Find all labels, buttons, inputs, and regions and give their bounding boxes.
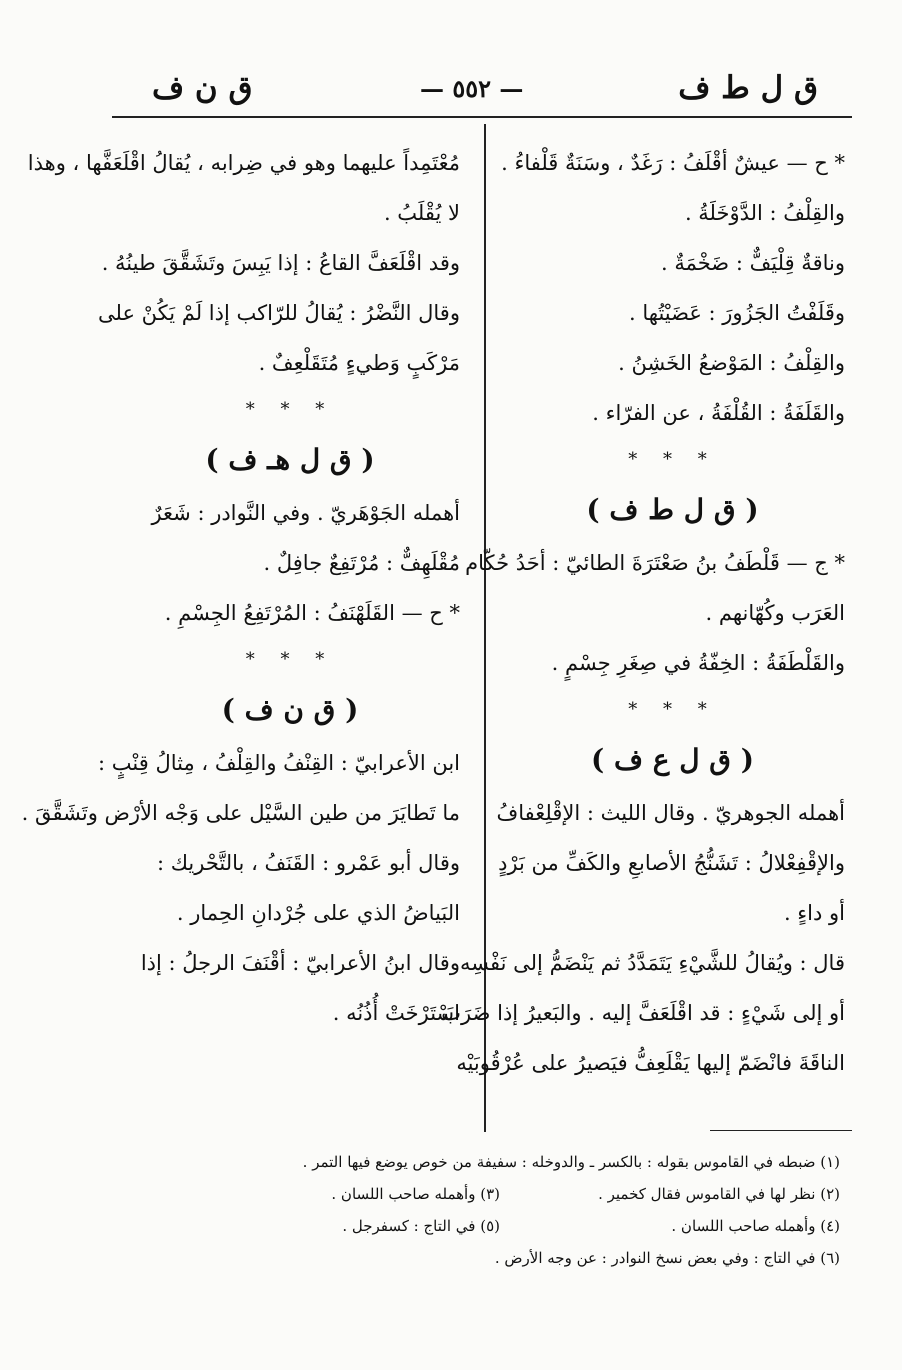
footnote-6: (٦) في التاج : وفي بعض نسخ النوادر : عن وجه الأرض . (494, 1249, 840, 1267)
section-heading: ( ق ل ع ف ) (590, 743, 755, 776)
text-line: والقِلْفُ : الدَّوْخَلَةُ . (684, 201, 845, 225)
text-line: العَرَب وكُهّانهم . (705, 601, 845, 625)
text-line: وقد اقْلَعَفَّ القاعُ : إذا يَبِسَ وتَشَقَّقَ طينُهُ . (101, 251, 460, 275)
text-line: مَرْكَبٍ وَطيءٍ مُتَقَلْعِفٌ . (258, 351, 460, 375)
text-line: اسْتَرْخَتْ أُذُنُه . (332, 1001, 460, 1025)
section-separator: * * * (628, 699, 717, 720)
section-heading: ( ق ل ط ف ) (586, 493, 759, 526)
text-line: لا يُقْلَبُ . (383, 201, 460, 225)
text-line: والإقْفِعْلالُ : تَشَنُّجُ الأصابعِ والكَفِّ من بَرْدٍ (498, 851, 845, 875)
text-line: * ح — عيشٌ أقْلَفُ : رَغَدٌ ، وسَنَةٌ قَلْفاءُ . (501, 151, 845, 175)
text-line: * ج — قَلْطَفُ بنُ صَعْتَرَةَ الطائيّ : أحَدُ حُكّام (465, 551, 845, 575)
text-line: الناقَةَ فانْضَمّ إليها يَقْلَعِفُّ فيَصيرُ على عُرْقُوبَيْه (456, 1051, 845, 1075)
footnote-1: (١) ضبطه في القاموس بقوله : بالكسر ـ والدوخله : سفيفة من خوص يوضع فيها التمر . (302, 1153, 840, 1171)
text-line: ما تَطايَرَ من طين السَّيْل على وَجْه الأرْض وتَشَقَّقَ . (21, 801, 460, 825)
running-head-left: ق ن ف (152, 70, 253, 106)
footnote-2: (٢) نظر لها في القاموس فقال كخمير . (598, 1185, 840, 1203)
text-line: والقِلْفُ : المَوْضعُ الخَشِنُ . (618, 351, 845, 375)
section-separator: * * * (245, 649, 335, 670)
text-line: مُعْتَمِداً عليهما وهو في ضِرابه ، يُقالُ اقْلَعَفَّها ، وهذا (27, 151, 460, 175)
right-column (441, 138, 845, 1088)
left-column (21, 138, 460, 1038)
text-line: وقال النَّضْرُ : يُقالُ للرّاكب إذا لَمْ يَكُنْ على (97, 301, 460, 325)
page-header (90, 66, 830, 116)
text-line: أهمله الجوهريّ . وقال الليث : الإقْلِعْفافُ (496, 801, 845, 825)
footnote-5: (٥) في التاج : كسفرجل . (342, 1217, 500, 1235)
text-line: أو إلى شَيْءٍ : قد اقْلَعَفَّ إليه . والبَعيرُ إذا ضَرَبَ (441, 1001, 845, 1025)
section-separator: * * * (245, 399, 335, 420)
footnote-3: (٣) وأهمله صاحب اللسان . (331, 1185, 500, 1203)
text-line: البَياضُ الذي على جُرْدانِ الحِمار . (176, 901, 460, 925)
section-heading: ( ق ن ف ) (221, 693, 359, 726)
text-line: ابن الأعرابيّ : القِنْفُ والقِلْفُ ، مِثالُ قِنْبٍ : (98, 751, 460, 775)
text-line: وناقةٌ قِلْيَفٌّ : ضَخْمَةٌ . (661, 251, 845, 275)
footnotes (150, 1146, 840, 1274)
section-heading: ( ق ل هـ ف ) (205, 443, 375, 476)
text-line: والقَلَفَةُ : القُلْفَةُ ، عن الفرّاء . (592, 401, 845, 425)
section-separator: * * * (628, 449, 717, 470)
text-line: وقال ابنُ الأعرابيّ : أقْنَفَ الرجلُ : إذا (140, 951, 460, 975)
text-line: أو داءٍ . (783, 901, 845, 925)
text-line: * ح — القَلَهْنَفُ : المُرْتَفِعُ الجِسْمِ . (164, 601, 460, 625)
text-line: مُقْلَهِفٌّ : مُرْتَفِعٌ جافِلٌ . (263, 551, 460, 575)
header-rule (112, 116, 852, 118)
text-line: والقَلْطَفَةُ : الخِفّةُ في صِغَرِ جِسْمٍ . (551, 651, 845, 675)
footnote-4: (٤) وأهمله صاحب اللسان . (671, 1217, 840, 1235)
text-line: قال : ويُقالُ للشَّيْءِ يَتَمَدَّدُ ثم يَنْضَمُّ إلى نَفْسِه (460, 951, 845, 975)
footnote-rule (710, 1130, 852, 1131)
text-line: أهمله الجَوْهَريّ . وفي النَّوادر : شَعَرٌ (151, 501, 460, 525)
running-head-right: ق ل ط ف (678, 70, 818, 106)
text-line: وقَلَفْتُ الجَزُورَ : عَضَيْتُها . (629, 301, 845, 325)
text-line: وقال أبو عَمْرو : القَنَفُ ، بالتَّحْريك : (156, 851, 460, 875)
page-number: — ٥٥٢ — (420, 74, 524, 103)
